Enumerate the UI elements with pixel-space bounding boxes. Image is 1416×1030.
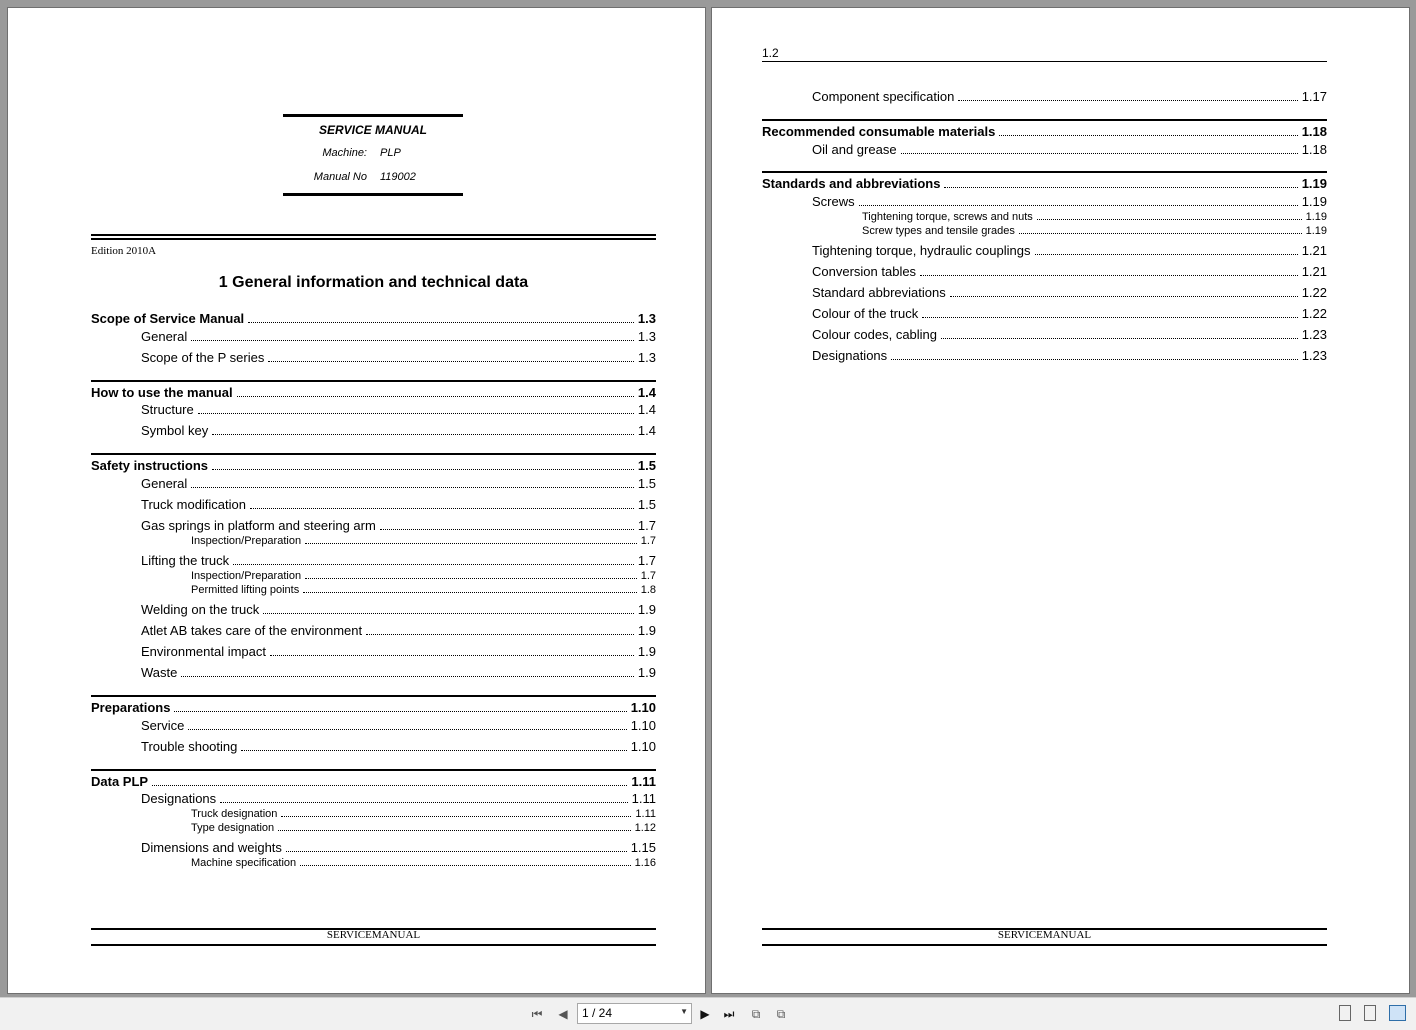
toc-entry-title: Environmental impact bbox=[141, 644, 266, 659]
section-rule bbox=[91, 380, 656, 382]
toc-entry-page: 1.15 bbox=[630, 840, 656, 855]
machine-value: PLP bbox=[380, 147, 401, 159]
toc-entry-page: 1.21 bbox=[1301, 243, 1327, 258]
toc-entry-title: Lifting the truck bbox=[141, 553, 230, 568]
toc-entry[interactable] bbox=[141, 350, 656, 365]
toc-leader-dots bbox=[250, 508, 634, 509]
toc-leader-dots bbox=[248, 322, 634, 323]
toc-entry[interactable] bbox=[91, 774, 656, 789]
toc-entry[interactable] bbox=[191, 584, 656, 596]
toc-entry-page: 1.11 bbox=[631, 774, 656, 789]
toc-leader-dots bbox=[191, 340, 634, 341]
toc-leader-dots bbox=[1019, 233, 1302, 234]
toc-entry-page: 1.23 bbox=[1301, 327, 1327, 342]
left-page bbox=[7, 7, 706, 994]
dropdown-arrow-icon: ▼ bbox=[680, 1007, 688, 1016]
toc-entry-page: 1.9 bbox=[637, 665, 656, 680]
toc-leader-dots bbox=[212, 469, 634, 470]
toc-entry-title: General bbox=[141, 329, 188, 344]
toc-entry-title: Atlet AB takes care of the environment bbox=[141, 623, 363, 638]
toc-entry-title: Scope of the P series bbox=[141, 350, 265, 365]
toc-entry-page: 1.23 bbox=[1301, 348, 1327, 363]
toc-entry[interactable] bbox=[862, 225, 1327, 237]
facing-view-icon[interactable] bbox=[1389, 1005, 1406, 1021]
toc-entry[interactable] bbox=[141, 402, 656, 417]
toc-entry-page: 1.9 bbox=[637, 602, 656, 617]
toc-entry-page: 1.19 bbox=[1301, 194, 1327, 209]
toc-entry-title: Welding on the truck bbox=[141, 602, 260, 617]
toc-leader-dots bbox=[305, 578, 637, 579]
toc-entry-page: 1.7 bbox=[640, 535, 656, 547]
toc-leader-dots bbox=[152, 785, 627, 786]
toc-entry-page: 1.19 bbox=[1305, 211, 1327, 223]
manual-header-box bbox=[283, 114, 463, 196]
toc-entry-title: Component specification bbox=[812, 89, 955, 104]
toc-entry-page: 1.3 bbox=[637, 350, 656, 365]
toc-entry-page: 1.18 bbox=[1301, 142, 1327, 157]
toc-entry-page: 1.11 bbox=[635, 808, 656, 820]
toc-entry-title: Standards and abbreviations bbox=[762, 176, 941, 191]
toc-entry-title: Inspection/Preparation bbox=[191, 570, 302, 582]
chapter-title: 1 General information and technical data bbox=[218, 274, 529, 291]
toc-entry-page: 1.4 bbox=[637, 402, 656, 417]
toc-entry-page: 1.11 bbox=[631, 791, 656, 806]
toc-leader-dots bbox=[286, 851, 627, 852]
toc-entry-title: Structure bbox=[141, 402, 194, 417]
toc-leader-dots bbox=[263, 613, 634, 614]
toc-entry-page: 1.7 bbox=[637, 553, 656, 568]
running-head: 1.2 bbox=[762, 46, 779, 60]
toc-entry-page: 1.16 bbox=[634, 857, 656, 869]
toc-entry-title: Standard abbreviations bbox=[812, 285, 946, 300]
section-rule bbox=[91, 695, 656, 697]
toc-entry-page: 1.7 bbox=[637, 518, 656, 533]
toc-entry-page: 1.7 bbox=[640, 570, 656, 582]
toc-entry[interactable] bbox=[91, 385, 656, 400]
toc-entry[interactable] bbox=[141, 840, 656, 855]
toc-entry-title: Colour codes, cabling bbox=[812, 327, 938, 342]
toc-entry-title: Colour of the truck bbox=[812, 306, 919, 321]
toc-leader-dots bbox=[958, 100, 1297, 101]
toc-leader-dots bbox=[181, 676, 634, 677]
toc-entry-title: Waste bbox=[141, 665, 178, 680]
toc-leader-dots bbox=[941, 338, 1298, 339]
toc-entry[interactable] bbox=[812, 194, 1327, 209]
toc-leader-dots bbox=[950, 296, 1298, 297]
toc-entry[interactable] bbox=[191, 535, 656, 547]
next-view-icon[interactable]: ⧉ bbox=[776, 1007, 786, 1021]
toc-leader-dots bbox=[188, 729, 626, 730]
manual-header-title: SERVICE MANUAL bbox=[318, 123, 427, 137]
toc-leader-dots bbox=[281, 816, 631, 817]
toc-entry[interactable] bbox=[91, 700, 656, 715]
footer-text: SERVICEMANUAL bbox=[326, 929, 421, 941]
toc-entry-page: 1.17 bbox=[1301, 89, 1327, 104]
toc-leader-dots bbox=[241, 750, 626, 751]
toc-entry-page: 1.21 bbox=[1301, 264, 1327, 279]
toc-entry-title: Data PLP bbox=[91, 774, 149, 789]
running-head-rule bbox=[762, 61, 1327, 62]
footer-text: SERVICEMANUAL bbox=[997, 929, 1092, 941]
toc-entry[interactable] bbox=[191, 822, 656, 834]
toc-entry-page: 1.10 bbox=[630, 700, 656, 715]
toc-entry-title: Recommended consumable materials bbox=[762, 124, 996, 139]
manual-no-value: 119002 bbox=[380, 171, 416, 183]
toc-leader-dots bbox=[220, 802, 628, 803]
toc-entry-title: General bbox=[141, 476, 188, 491]
toc-entry-title: Gas springs in platform and steering arm bbox=[141, 518, 376, 533]
toc-entry-page: 1.8 bbox=[640, 584, 656, 596]
toc-entry[interactable] bbox=[762, 124, 1327, 139]
toc-entry-page: 1.3 bbox=[637, 311, 656, 326]
toc-entry-title: Scope of Service Manual bbox=[91, 311, 245, 326]
toc-entry[interactable] bbox=[812, 327, 1327, 342]
toc-entry[interactable] bbox=[141, 623, 656, 638]
toc-leader-dots bbox=[859, 205, 1298, 206]
previous-view-icon[interactable]: ⧉ bbox=[751, 1007, 761, 1021]
toc-entry[interactable] bbox=[812, 306, 1327, 321]
toc-entry-title: Permitted lifting points bbox=[191, 584, 300, 596]
toc-entry[interactable] bbox=[862, 211, 1327, 223]
toc-entry-page: 1.5 bbox=[637, 458, 656, 473]
section-rule bbox=[91, 769, 656, 771]
section-rule bbox=[762, 119, 1327, 121]
toc-leader-dots bbox=[191, 487, 634, 488]
toc-entry[interactable] bbox=[91, 458, 656, 473]
toc-entry[interactable] bbox=[141, 602, 656, 617]
edition-text: Edition 2010A bbox=[91, 245, 157, 257]
page-indicator: 1 / 24 bbox=[582, 1006, 613, 1020]
toc-leader-dots bbox=[366, 634, 634, 635]
toc-entry-page: 1.3 bbox=[637, 329, 656, 344]
toc-entry-page: 1.18 bbox=[1301, 124, 1327, 139]
toc-leader-dots bbox=[233, 564, 634, 565]
toc-entry[interactable] bbox=[812, 285, 1327, 300]
toc-entry-page: 1.9 bbox=[637, 644, 656, 659]
toc-entry[interactable] bbox=[191, 570, 656, 582]
toc-entry-page: 1.19 bbox=[1301, 176, 1327, 191]
next-page-icon[interactable]: ▶ bbox=[700, 1007, 710, 1021]
previous-page-icon[interactable]: ◀ bbox=[558, 1007, 568, 1021]
viewer-toolbar bbox=[0, 997, 1416, 1030]
toc-leader-dots bbox=[920, 275, 1298, 276]
toc-leader-dots bbox=[891, 359, 1298, 360]
toc-entry-page: 1.12 bbox=[634, 822, 656, 834]
toc-entry-title: Symbol key bbox=[141, 423, 209, 438]
toc-leader-dots bbox=[237, 396, 634, 397]
toc-entry[interactable] bbox=[141, 644, 656, 659]
continuous-view-icon[interactable] bbox=[1364, 1005, 1376, 1021]
toc-entry-title: Preparations bbox=[91, 700, 171, 715]
toc-leader-dots bbox=[999, 135, 1297, 136]
footer-rule-bottom bbox=[91, 944, 656, 946]
first-page-icon[interactable]: ⏮ bbox=[531, 1007, 543, 1021]
toc-leader-dots bbox=[944, 187, 1297, 188]
toc-entry-title: Tightening torque, hydraulic couplings bbox=[812, 243, 1031, 258]
toc-entry[interactable] bbox=[141, 518, 656, 533]
toc-leader-dots bbox=[174, 711, 626, 712]
toc-entry-page: 1.5 bbox=[637, 476, 656, 491]
section-rule bbox=[91, 453, 656, 455]
single-page-view-icon[interactable] bbox=[1339, 1005, 1351, 1021]
toc-leader-dots bbox=[270, 655, 634, 656]
right-page bbox=[711, 7, 1410, 994]
toc-entry-title: How to use the manual bbox=[91, 385, 233, 400]
toc-entry[interactable] bbox=[191, 857, 656, 869]
toc-entry[interactable] bbox=[141, 791, 656, 806]
toc-entry[interactable] bbox=[141, 665, 656, 680]
toc-entry-page: 1.10 bbox=[630, 739, 656, 754]
toc-entry-title: Designations bbox=[812, 348, 888, 363]
toc-leader-dots bbox=[922, 317, 1297, 318]
toc-entry[interactable] bbox=[812, 243, 1327, 258]
toc-entry-page: 1.19 bbox=[1305, 225, 1327, 237]
toc-leader-dots bbox=[278, 830, 630, 831]
toc-leader-dots bbox=[268, 361, 634, 362]
toc-entry-title: Dimensions and weights bbox=[141, 840, 282, 855]
last-page-icon[interactable]: ⏭ bbox=[723, 1007, 735, 1021]
toc-entry-title: Tightening torque, screws and nuts bbox=[862, 211, 1033, 223]
toc-entry-title: Type designation bbox=[191, 822, 275, 834]
toc-entry[interactable] bbox=[141, 423, 656, 438]
toc-leader-dots bbox=[380, 529, 634, 530]
toc-entry-title: Inspection/Preparation bbox=[191, 535, 302, 547]
section-rule bbox=[762, 171, 1327, 173]
toc-entry[interactable] bbox=[141, 739, 656, 754]
toc-entry-title: Screws bbox=[812, 194, 855, 209]
toc-entry[interactable] bbox=[812, 264, 1327, 279]
toc-entry[interactable] bbox=[191, 808, 656, 820]
toc-entry[interactable] bbox=[141, 329, 656, 344]
toc-entry-title: Conversion tables bbox=[812, 264, 917, 279]
toc-entry[interactable] bbox=[812, 348, 1327, 363]
toc-entry-page: 1.22 bbox=[1301, 306, 1327, 321]
toc-entry-title: Designations bbox=[141, 791, 217, 806]
toc-entry[interactable] bbox=[812, 89, 1327, 104]
toc-leader-dots bbox=[305, 543, 637, 544]
toc-entry[interactable] bbox=[141, 718, 656, 733]
toc-leader-dots bbox=[1035, 254, 1298, 255]
toc-entry-title: Service bbox=[141, 718, 185, 733]
toc-leader-dots bbox=[198, 413, 634, 414]
toc-entry-title: Truck designation bbox=[191, 808, 278, 820]
toc-entry-page: 1.4 bbox=[637, 423, 656, 438]
toc-entry-page: 1.22 bbox=[1301, 285, 1327, 300]
page-selector[interactable] bbox=[577, 1003, 692, 1024]
toc-entry[interactable] bbox=[141, 553, 656, 568]
toc-entry-page: 1.5 bbox=[637, 497, 656, 512]
toc-entry-page: 1.4 bbox=[637, 385, 656, 400]
toc-entry-page: 1.9 bbox=[637, 623, 656, 638]
toc-entry-page: 1.10 bbox=[630, 718, 656, 733]
toc-leader-dots bbox=[901, 153, 1298, 154]
toc-entry-title: Trouble shooting bbox=[141, 739, 238, 754]
toc-entry[interactable] bbox=[762, 176, 1327, 191]
toc-leader-dots bbox=[303, 592, 636, 593]
manual-no-label: Manual No bbox=[313, 171, 367, 183]
toc-entry[interactable] bbox=[91, 311, 656, 326]
toc-entry-title: Safety instructions bbox=[91, 458, 209, 473]
footer-rule-bottom bbox=[762, 944, 1327, 946]
header-double-rule bbox=[91, 234, 656, 240]
toc-entry-title: Truck modification bbox=[141, 497, 246, 512]
toc-entry-title: Machine specification bbox=[191, 857, 297, 869]
toc-entry[interactable] bbox=[812, 142, 1327, 157]
machine-label: Machine: bbox=[322, 147, 367, 159]
toc-leader-dots bbox=[1037, 219, 1302, 220]
toc-leader-dots bbox=[212, 434, 634, 435]
toc-entry-title: Screw types and tensile grades bbox=[862, 225, 1015, 237]
toc-entry-title: Oil and grease bbox=[812, 142, 897, 157]
toc-entry[interactable] bbox=[141, 497, 656, 512]
toc-leader-dots bbox=[300, 865, 630, 866]
toc-entry[interactable] bbox=[141, 476, 656, 491]
